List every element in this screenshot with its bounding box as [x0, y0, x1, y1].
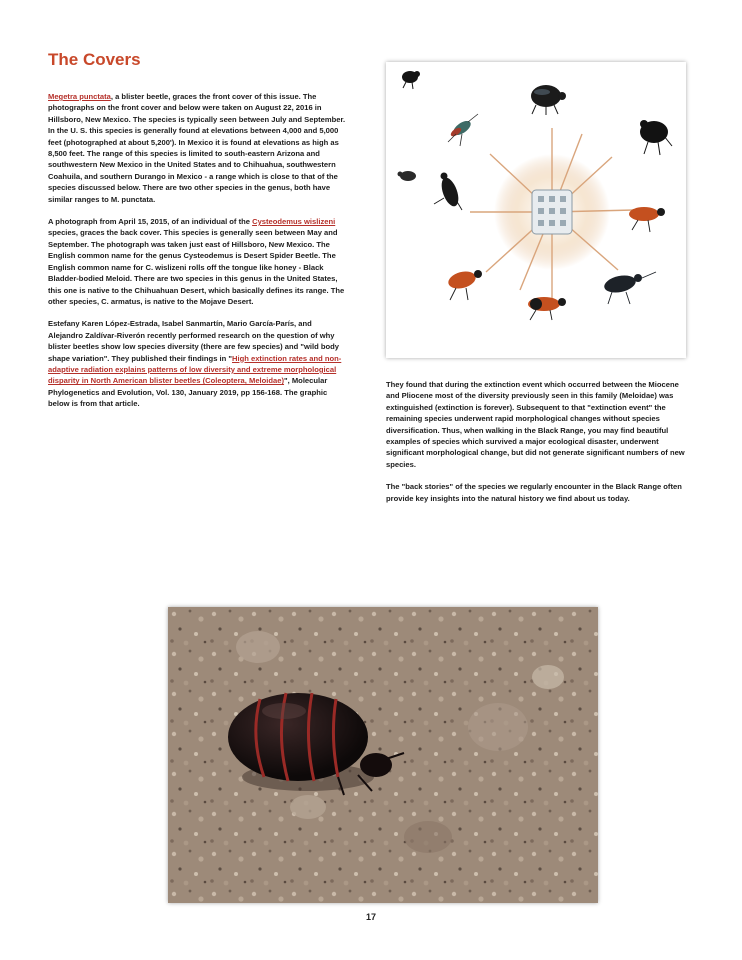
article-link[interactable]: High extinction rates and non-adaptive radiation explains patterns of low diversity and extreme morphological disparity in North American blister beetles (Coleoptera, Meloidae): [48, 353, 342, 386]
paragraph-front-cover: Megetra punctata, a blister beetle, graces the front cover of this issue. The photographs on the front cover and below were taken on August 22, 2016 in Hillsboro, New Mexico. The species is typically seen between July and September. In the U. S. this species is generally found at elevations between 4,000 and 5,000 feet (photographed at about 5,200'). In Mexico it is found at elevations as high as 8,500 feet. The range of this species is limited to south-eastern Arizona and southwestern New Mexico in the United States and to Chihuahua, southwestern Coahuila, and southern Durango in Mexico - a range which is close to that of the species discussed below. There are two other species in the genus, both have similar ranges to M. punctata.: [48, 92, 346, 204]
beetle-elongated-left: [434, 173, 462, 211]
megetra-punctata-link[interactable]: Megetra punctata: [48, 92, 111, 101]
beetle-green-fly: [448, 114, 478, 146]
left-column: [48, 91, 348, 421]
paragraph-back-stories: The "back stories" of the species we regularly encounter in the Black Range often provide key insights into the natural history we find about us today.: [386, 482, 682, 503]
beetle-orange-bottom-left: [446, 269, 482, 300]
paragraph-extinction: They found that during the extinction event which occurred between the Miocene and Pliocene most of the diversity previously seen in this family (Meloidae) was extinguished (extinction is forever). Subsequent to that "extinction event" the remaining species underwent rapid morphological changes without species diversification. Thus, when walking in the Black Range, you may find beautiful examples of species which survived a major ecological disaster, underwent significant morphological change, but did not generate significant numbers of new species.: [386, 380, 685, 469]
beetle-small-left: [398, 171, 417, 181]
paragraph-research: Estefany Karen López-Estrada, Isabel Sanmartín, Mario García-París, and Alejandro Zaldívar-Riverón recently performed research on the question of why blister beetles show low species diversity (there are few species) and "wild body shape variation". They published their findings in "High extinction rates and non-adaptive radiation explains patterns of low diversity and extreme morphological disparity in North American blister beetles (Coleoptera, Meloidae)", Molecular Phylogenetics and Evolution, Vol. 130, January 2019, pp 156-168. The graphic below is from that article.: [48, 319, 342, 409]
page-title: The Covers: [48, 50, 141, 69]
center-burst: [470, 128, 634, 300]
beetle-small-top-left: [402, 71, 420, 89]
beetle-orange-right: [629, 207, 665, 232]
beetle-radiation-graphic: [386, 62, 686, 358]
cysteodemus-wislizeni-link[interactable]: Cysteodemus wislizeni: [252, 217, 336, 227]
page-number: 17: [365, 912, 376, 922]
beetle-orange-bottom-center: [528, 297, 566, 320]
megetra-punctata-photo: [168, 607, 598, 903]
beetle-black-top-center: [531, 85, 566, 115]
beetle-blue-black-right: [603, 272, 656, 304]
paragraph-back-cover: A photograph from April 15, 2015, of an individual of the Cysteodemus wislizeni species, graces the back cover. This species is generally seen between May and September. The photograph was taken just east of Hillsboro, New Mexico. The English common name for the genus Cysteodemus is Desert Spider Beetle. The English common name for C. wislizeni rolls off the tongue like honey - Black Bladder-bodied Meloid. There are two species in this genus in the United States, this one is native to the Chihuahuan Desert, which basically defines its range. The other species, C. armatus, is native to the Mojave Desert.: [48, 217, 345, 306]
right-column: [386, 379, 686, 515]
beetle-black-right: [640, 120, 672, 155]
